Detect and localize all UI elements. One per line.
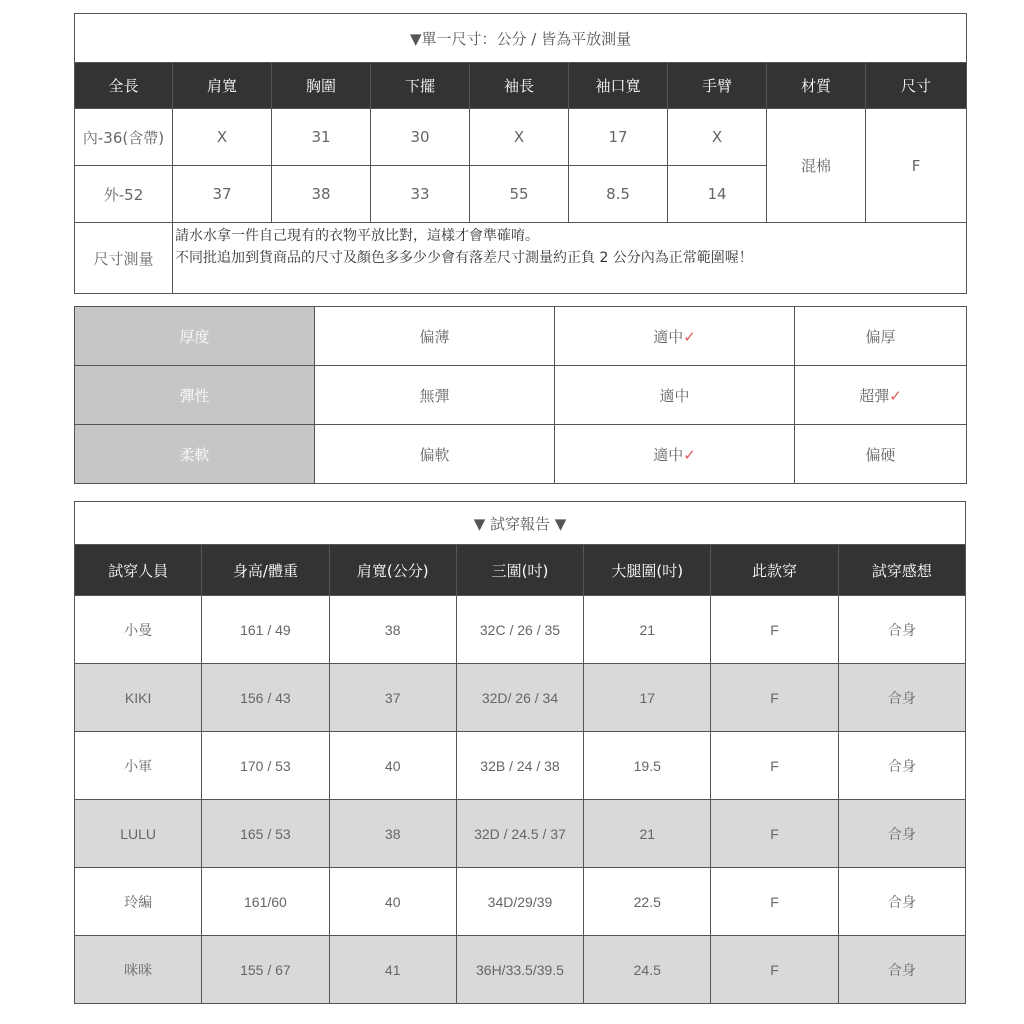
report-cell: 37: [329, 664, 456, 732]
size-table-caption: ▼單一尺寸：公分 / 皆為平放測量: [75, 14, 967, 63]
material-cell: 混棉: [767, 109, 866, 223]
size-cell: 內-36(含帶): [75, 109, 173, 166]
report-cell: 34D/29/39: [456, 868, 583, 936]
size-table: [74, 13, 967, 294]
report-header-cell: 試穿感想: [838, 545, 965, 596]
size-header-cell: 尺寸: [866, 63, 967, 109]
size-cell: 30: [371, 109, 470, 166]
size-cell: 8.5: [569, 166, 668, 223]
try-on-report-table: [74, 501, 966, 1004]
size-header-cell: 胸圍: [272, 63, 371, 109]
size-header-cell: 手臂: [668, 63, 767, 109]
feel-option: [315, 307, 555, 366]
feel-option-text: 偏薄: [419, 327, 450, 346]
report-caption: ▼ 試穿報告 ▼: [75, 502, 966, 545]
feel-row: [75, 307, 967, 366]
report-cell: 38: [329, 596, 456, 664]
size-cell: X: [173, 109, 272, 166]
report-row: [75, 596, 966, 664]
report-cell: 22.5: [584, 868, 711, 936]
size-header-cell: 材質: [767, 63, 866, 109]
report-cell: KIKI: [75, 664, 202, 732]
report-header-cell: 此款穿: [711, 545, 838, 596]
report-cell: 165 / 53: [202, 800, 329, 868]
report-cell: 161 / 49: [202, 596, 329, 664]
report-cell: F: [711, 596, 838, 664]
size-cell: X: [470, 109, 569, 166]
size-cell: 14: [668, 166, 767, 223]
size-note-line: 請水水拿一件自己現有的衣物平放比對，這樣才會準確唷。: [175, 228, 539, 244]
report-cell: 32B / 24 / 38: [456, 732, 583, 800]
size-cell: 31: [272, 109, 371, 166]
report-cell: 合身: [838, 596, 965, 664]
report-cell: 170 / 53: [202, 732, 329, 800]
size-cell: 外-52: [75, 166, 173, 223]
report-row: [75, 800, 966, 868]
report-row: [75, 732, 966, 800]
feel-option: [315, 425, 555, 484]
report-cell: F: [711, 732, 838, 800]
report-cell: 17: [584, 664, 711, 732]
report-cell: 36H/33.5/39.5: [456, 936, 583, 1004]
size-note-text: [173, 223, 967, 294]
report-cell: 合身: [838, 664, 965, 732]
feel-option-text: 無彈: [419, 386, 450, 405]
check-mark-icon: ✓: [889, 386, 902, 405]
report-cell: 38: [329, 800, 456, 868]
report-cell: F: [711, 868, 838, 936]
feel-row: [75, 366, 967, 425]
report-cell: 19.5: [584, 732, 711, 800]
report-cell: 合身: [838, 800, 965, 868]
feel-option-text: 適中: [653, 327, 684, 346]
feel-label: 柔軟: [75, 425, 315, 484]
report-cell: 21: [584, 800, 711, 868]
feel-label: 厚度: [75, 307, 315, 366]
report-cell: F: [711, 936, 838, 1004]
report-cell: 合身: [838, 868, 965, 936]
size-cell: 33: [371, 166, 470, 223]
size-header-cell: 袖長: [470, 63, 569, 109]
report-header-cell: 三圍(吋): [456, 545, 583, 596]
size-value-cell: F: [866, 109, 967, 223]
report-cell: 32D/ 26 / 34: [456, 664, 583, 732]
report-cell: 小曼: [75, 596, 202, 664]
size-note-row: [75, 223, 967, 294]
check-mark-icon: ✓: [683, 327, 696, 346]
feel-option: [555, 425, 795, 484]
feel-label: 彈性: [75, 366, 315, 425]
feel-option: [795, 307, 967, 366]
report-cell: F: [711, 664, 838, 732]
report-cell: 21: [584, 596, 711, 664]
size-note-line: 不同批追加到貨商品的尺寸及顏色多多少少會有落差尺寸測量約正負 2 公分內為正常範圍喔！: [175, 250, 753, 266]
report-cell: 24.5: [584, 936, 711, 1004]
size-header-cell: 肩寬: [173, 63, 272, 109]
feel-option-text: 適中: [653, 445, 684, 464]
report-cell: 小軍: [75, 732, 202, 800]
feel-option: [555, 366, 795, 425]
report-header-cell: 大腿圍(吋): [584, 545, 711, 596]
report-cell: 40: [329, 868, 456, 936]
feel-option: [315, 366, 555, 425]
report-row: [75, 936, 966, 1004]
check-mark-icon: ✓: [683, 445, 696, 464]
report-cell: 32D / 24.5 / 37: [456, 800, 583, 868]
report-cell: 合身: [838, 732, 965, 800]
size-cell: 38: [272, 166, 371, 223]
size-header-cell: 下擺: [371, 63, 470, 109]
feel-option-text: 超彈: [859, 386, 890, 405]
feel-option-text: 適中: [659, 386, 690, 405]
report-cell: F: [711, 800, 838, 868]
fabric-feel-table: [74, 306, 967, 484]
report-cell: 合身: [838, 936, 965, 1004]
feel-option: [555, 307, 795, 366]
report-row: [75, 868, 966, 936]
report-cell: 41: [329, 936, 456, 1004]
feel-option-text: 偏硬: [865, 445, 896, 464]
report-row: [75, 664, 966, 732]
report-cell: 161/60: [202, 868, 329, 936]
size-cell: 37: [173, 166, 272, 223]
feel-option-text: 偏厚: [865, 327, 896, 346]
feel-row: [75, 425, 967, 484]
report-cell: LULU: [75, 800, 202, 868]
report-cell: 156 / 43: [202, 664, 329, 732]
size-header-cell: 袖口寬: [569, 63, 668, 109]
report-cell: 咪咪: [75, 936, 202, 1004]
report-header-cell: 肩寬(公分): [329, 545, 456, 596]
feel-option-text: 偏軟: [419, 445, 450, 464]
size-note-label: 尺寸測量: [75, 223, 173, 294]
report-header-cell: 身高/體重: [202, 545, 329, 596]
size-cell: 55: [470, 166, 569, 223]
feel-option: [795, 366, 967, 425]
report-cell: 155 / 67: [202, 936, 329, 1004]
report-cell: 玲編: [75, 868, 202, 936]
size-header-cell: 全長: [75, 63, 173, 109]
size-cell: X: [668, 109, 767, 166]
feel-option: [795, 425, 967, 484]
report-cell: 32C / 26 / 35: [456, 596, 583, 664]
report-header-cell: 試穿人員: [75, 545, 202, 596]
size-cell: 17: [569, 109, 668, 166]
size-row: [75, 109, 967, 166]
report-cell: 40: [329, 732, 456, 800]
